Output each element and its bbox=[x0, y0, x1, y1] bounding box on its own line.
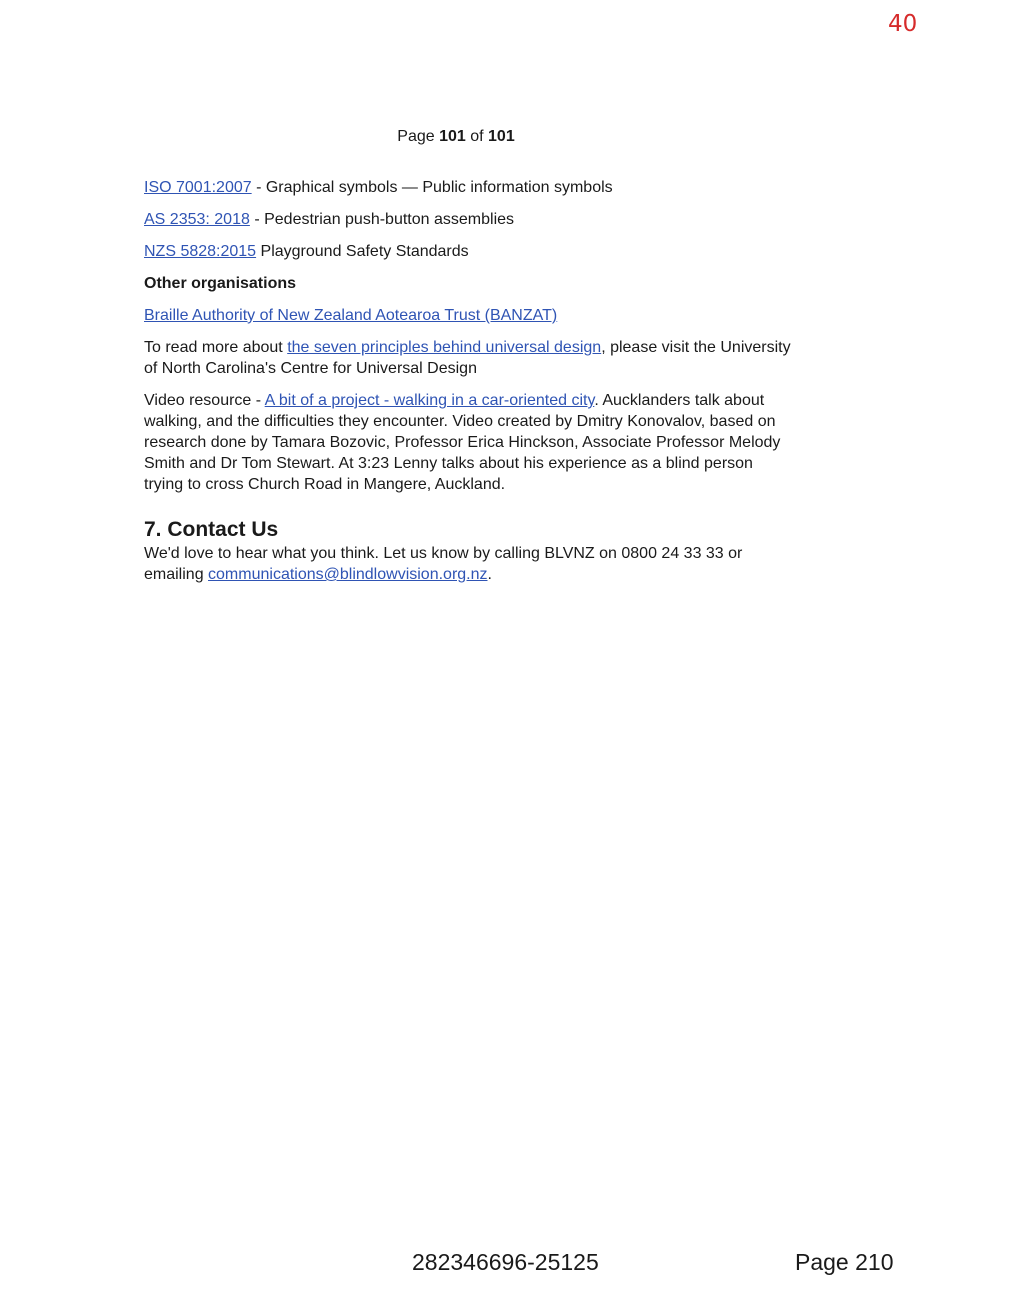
page-of-indicator bbox=[0, 128, 912, 146]
as-2353-description: - Pedestrian push-button assemblies bbox=[249, 211, 515, 228]
contact-prefix: We'd love to hear what you think. Let us know by calling BLVNZ on 0800 24 33 33 or emailing bbox=[144, 545, 743, 583]
footer-document-id: 282346696-25125 bbox=[412, 1249, 599, 1275]
universal-design-suffix: , please visit the University of North Carolina's Centre for Universal Design bbox=[144, 339, 791, 377]
nzs-5828-link[interactable]: NZS 5828:2015 bbox=[144, 243, 257, 260]
footer-page-number: Page 210 bbox=[795, 1249, 894, 1275]
page-of-middle: of bbox=[465, 128, 489, 145]
page-of-prefix: Page bbox=[397, 128, 440, 145]
contact-email-link[interactable]: communications@blindlowvision.org.nz bbox=[208, 566, 488, 583]
document-body bbox=[144, 177, 794, 596]
contact-suffix: . bbox=[487, 566, 492, 583]
video-description: . Aucklanders talk about walking, and the difficulties they encounter. Video created by Dmitry Konovalov, based on research done by Tamara Bozovic, Professor Erica Hinckson, Associate Professor Melody Smith and Dr Tom Stewart. At 3:23 Lenny talks about his experience as a blind person trying to cross Church Road in Mangere, Auckland. bbox=[144, 392, 781, 493]
page-current: 101 bbox=[439, 128, 466, 145]
nzs-5828-description: Playground Safety Standards bbox=[256, 243, 469, 260]
iso-7001-description: - Graphical symbols — Public information symbols bbox=[251, 179, 613, 196]
banzat-link[interactable]: Braille Authority of New Zealand Aotearoa Trust (BANZAT) bbox=[144, 307, 558, 324]
reference-nzs-5828 bbox=[144, 241, 794, 262]
page-total: 101 bbox=[488, 128, 515, 145]
page-stamp-number: 40 bbox=[888, 11, 918, 37]
contact-paragraph bbox=[144, 543, 794, 585]
universal-design-prefix: To read more about bbox=[144, 339, 288, 356]
iso-7001-link[interactable]: ISO 7001:2007 bbox=[144, 179, 252, 196]
video-resource-paragraph bbox=[144, 390, 794, 495]
reference-as-2353 bbox=[144, 209, 794, 230]
video-link[interactable]: A bit of a project - walking in a car-oriented city bbox=[264, 392, 595, 409]
reference-iso-7001 bbox=[144, 177, 794, 198]
as-2353-link[interactable]: AS 2353: 2018 bbox=[144, 211, 250, 228]
video-prefix: Video resource - bbox=[144, 392, 265, 409]
universal-design-paragraph bbox=[144, 337, 794, 379]
banzat-paragraph bbox=[144, 305, 794, 326]
other-organisations-heading: Other organisations bbox=[144, 275, 297, 292]
contact-us-heading: 7. Contact Us bbox=[144, 518, 279, 541]
universal-design-link[interactable]: the seven principles behind universal design bbox=[287, 339, 602, 356]
